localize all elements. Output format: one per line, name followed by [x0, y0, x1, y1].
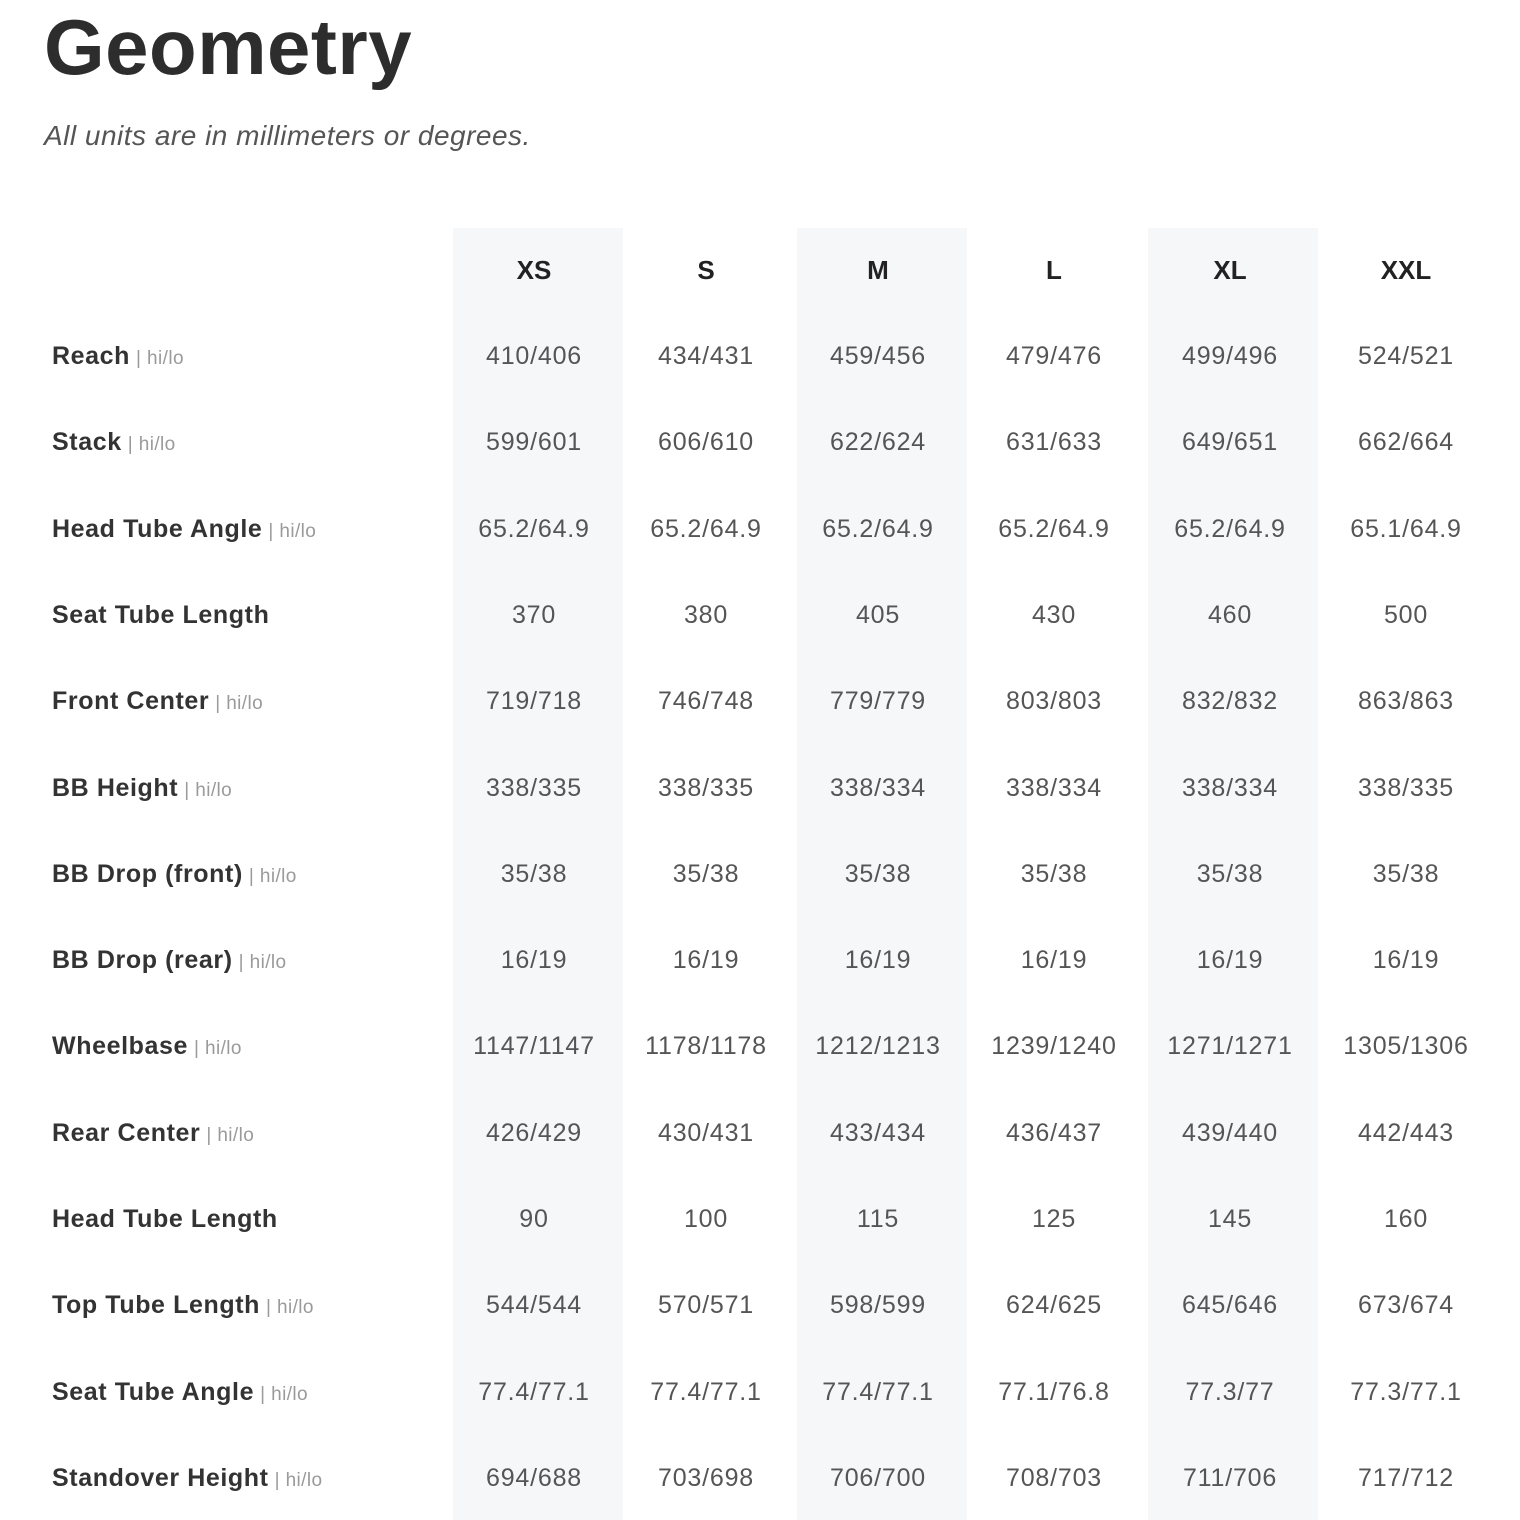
table-cell: 803/803 — [1006, 687, 1102, 715]
table-cell: 524/521 — [1358, 342, 1454, 370]
table-cell: 77.3/77.1 — [1350, 1378, 1462, 1406]
row-label-text: Head Tube Length — [52, 1205, 278, 1233]
table-cell: 115 — [856, 1205, 900, 1233]
table-cell: 65.2/64.9 — [650, 515, 762, 543]
table-cell: 606/610 — [658, 428, 754, 456]
table-cell: 405 — [855, 601, 901, 629]
row-label-text: Reach — [52, 342, 131, 370]
table-cell: 544/544 — [486, 1291, 582, 1319]
table-cell: 863/863 — [1358, 687, 1454, 715]
table-cell: 35/38 — [844, 860, 912, 888]
table-cell: 338/335 — [486, 774, 582, 802]
table-cell: 338/335 — [658, 774, 754, 802]
row-label-text: Wheelbase — [52, 1032, 189, 1060]
table-cell: 77.4/77.1 — [478, 1378, 590, 1406]
row-label-text: BB Drop (front) — [52, 860, 243, 888]
table-cell: 719/718 — [486, 687, 582, 715]
table-cell: 16/19 — [1196, 946, 1264, 974]
table-cell: 598/599 — [830, 1291, 926, 1319]
row-label — [52, 942, 287, 981]
row-unit-hint: | hi/lo — [136, 348, 184, 369]
row-unit-hint: | hi/lo — [184, 780, 233, 801]
table-cell: 439/440 — [1182, 1119, 1278, 1147]
table-cell: 622/624 — [830, 428, 926, 456]
table-cell: 746/748 — [658, 687, 754, 715]
table-cell: 662/664 — [1358, 428, 1454, 456]
row-label — [52, 1460, 322, 1499]
table-cell: 90 — [519, 1205, 549, 1233]
size-header-s: S — [697, 255, 715, 285]
row-label-text: Front Center — [52, 687, 210, 715]
table-cell: 599/601 — [486, 428, 582, 456]
table-cell: 430/431 — [658, 1119, 754, 1147]
row-label — [52, 856, 297, 895]
row-label — [52, 683, 263, 722]
row-label — [52, 424, 176, 463]
row-label-text: Standover Height — [52, 1464, 269, 1492]
row-label-text: Stack — [52, 428, 122, 456]
table-cell: 77.4/77.1 — [822, 1378, 934, 1406]
table-cell: 460 — [1207, 601, 1253, 629]
size-header-l: L — [1046, 255, 1062, 285]
table-cell: 16/19 — [1020, 946, 1088, 974]
table-cell: 500 — [1383, 601, 1429, 629]
row-label-text: Seat Tube Length — [52, 601, 270, 629]
table-cell: 65.2/64.9 — [998, 515, 1110, 543]
row-label — [52, 1374, 308, 1413]
row-label-text: Seat Tube Angle — [52, 1378, 255, 1406]
size-header-m: M — [867, 255, 889, 285]
table-cell: 1147/1147 — [473, 1032, 595, 1060]
table-cell: 125 — [1031, 1205, 1077, 1233]
table-cell: 717/712 — [1358, 1464, 1454, 1492]
table-cell: 65.2/64.9 — [478, 515, 590, 543]
table-cell: 711/706 — [1182, 1464, 1278, 1492]
row-label — [52, 1115, 254, 1154]
table-cell: 370 — [511, 601, 557, 629]
table-cell: 77.4/77.1 — [650, 1378, 762, 1406]
row-label — [52, 1287, 314, 1326]
table-cell: 35/38 — [1020, 860, 1088, 888]
table-cell: 1178/1178 — [645, 1032, 767, 1060]
table-cell: 708/703 — [1006, 1464, 1102, 1492]
table-cell: 1305/1306 — [1343, 1032, 1469, 1060]
row-unit-hint: | hi/lo — [248, 866, 297, 887]
table-cell: 1212/1213 — [815, 1032, 941, 1060]
table-cell: 77.1/76.8 — [998, 1378, 1110, 1406]
row-label-text: Rear Center — [52, 1119, 201, 1147]
table-cell: 338/335 — [1358, 774, 1454, 802]
row-label-text: BB Height — [52, 774, 179, 802]
table-cell: 479/476 — [1006, 342, 1102, 370]
table-cell: 16/19 — [844, 946, 912, 974]
row-unit-hint: | hi/lo — [268, 521, 317, 542]
table-cell: 65.1/64.9 — [1350, 515, 1462, 543]
table-cell: 1239/1240 — [991, 1032, 1117, 1060]
table-cell: 16/19 — [672, 946, 740, 974]
row-unit-hint: | hi/lo — [127, 434, 176, 455]
table-cell: 694/688 — [486, 1464, 582, 1492]
table-cell: 436/437 — [1006, 1119, 1102, 1147]
table-cell: 624/625 — [1006, 1291, 1102, 1319]
table-cell: 499/496 — [1182, 342, 1278, 370]
table-cell: 35/38 — [1372, 860, 1440, 888]
table-cell: 779/779 — [830, 687, 926, 715]
row-unit-hint: | hi/lo — [260, 1384, 308, 1405]
table-cell: 338/334 — [1006, 774, 1102, 802]
row-unit-hint: | hi/lo — [194, 1038, 242, 1059]
table-cell: 65.2/64.9 — [1174, 515, 1286, 543]
row-label — [52, 597, 269, 633]
row-label — [52, 1201, 278, 1237]
table-cell: 459/456 — [830, 342, 926, 370]
table-cell: 570/571 — [658, 1291, 754, 1319]
table-cell: 16/19 — [500, 946, 568, 974]
table-cell: 631/633 — [1006, 428, 1102, 456]
table-cell: 430 — [1031, 601, 1077, 629]
table-cell: 434/431 — [658, 342, 754, 370]
table-cell: 35/38 — [672, 860, 740, 888]
row-label — [52, 1028, 242, 1067]
row-unit-hint: | hi/lo — [206, 1125, 255, 1146]
table-cell: 703/698 — [658, 1464, 754, 1492]
row-label-text: Head Tube Angle — [52, 515, 263, 543]
table-cell: 380 — [683, 601, 729, 629]
table-cell: 832/832 — [1182, 687, 1278, 715]
table-cell: 442/443 — [1358, 1119, 1454, 1147]
row-label — [52, 770, 232, 809]
table-cell: 338/334 — [830, 774, 926, 802]
row-unit-hint: | hi/lo — [274, 1470, 323, 1491]
table-cell: 433/434 — [830, 1119, 926, 1147]
table-cell: 16/19 — [1372, 946, 1440, 974]
table-cell: 65.2/64.9 — [822, 515, 934, 543]
table-cell: 160 — [1383, 1205, 1429, 1233]
row-unit-hint: | hi/lo — [266, 1297, 314, 1318]
table-cell: 673/674 — [1358, 1291, 1454, 1319]
row-unit-hint: | hi/lo — [215, 693, 264, 714]
page-subtitle: All units are in millimeters or degrees. — [44, 120, 531, 151]
page-title: Geometry — [44, 3, 413, 91]
table-cell: 426/429 — [486, 1119, 582, 1147]
table-cell: 35/38 — [500, 860, 568, 888]
row-label — [52, 511, 316, 550]
table-cell: 100 — [683, 1205, 729, 1233]
table-cell: 35/38 — [1196, 860, 1264, 888]
table-cell: 338/334 — [1182, 774, 1278, 802]
table-cell: 706/700 — [830, 1464, 926, 1492]
table-cell: 645/646 — [1182, 1291, 1278, 1319]
size-header-xxl: XXL — [1380, 255, 1432, 285]
table-cell: 77.3/77 — [1185, 1378, 1275, 1406]
row-label-text: Top Tube Length — [52, 1291, 261, 1319]
table-cell: 1271/1271 — [1167, 1032, 1293, 1060]
table-cell: 145 — [1207, 1205, 1253, 1233]
row-unit-hint: | hi/lo — [238, 952, 287, 973]
row-label — [52, 338, 184, 377]
size-header-xl: XL — [1213, 255, 1247, 285]
row-label-text: BB Drop (rear) — [52, 946, 233, 974]
table-cell: 649/651 — [1182, 428, 1278, 456]
table-cell: 410/406 — [486, 342, 582, 370]
size-header-xs: XS — [516, 255, 552, 285]
